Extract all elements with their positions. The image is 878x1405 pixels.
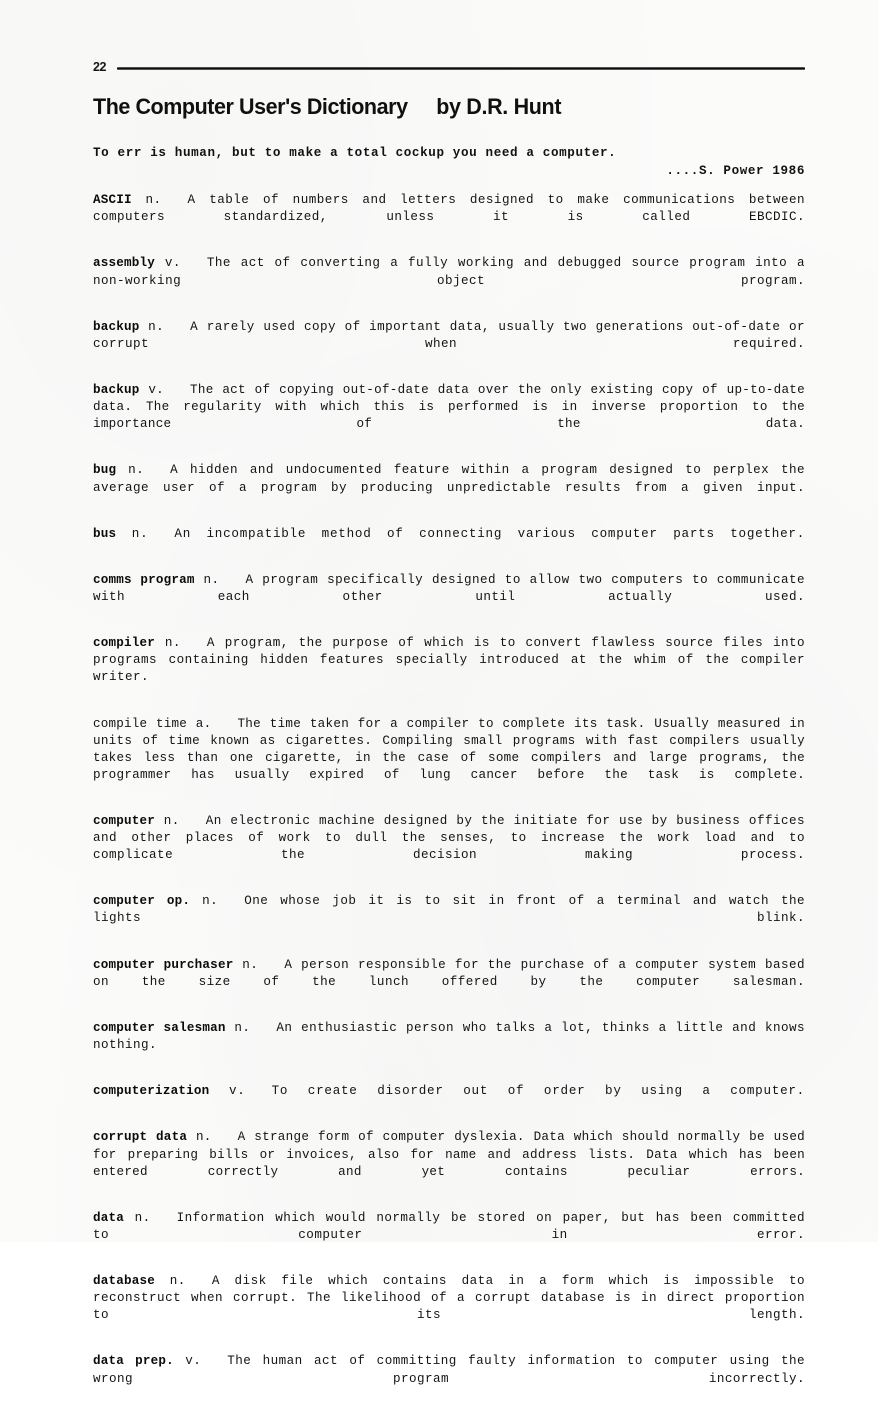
dictionary-entry	[93, 526, 805, 560]
dictionary-entry	[93, 1083, 805, 1117]
entry-headword: corrupt data	[93, 1130, 188, 1145]
entry-headword: computer salesman	[93, 1020, 226, 1035]
entry-part-of-speech: n.	[128, 463, 145, 478]
epigraph-attribution: ....S. Power 1986	[666, 164, 805, 179]
dictionary-entry	[93, 635, 805, 703]
entry-definition: The time taken for a compiler to complete its task. Usually measured in units of time known as cigarettes. Compiling small programs with fast compilers usually takes less than one cigarette, in the case of some compilers and large programs, the programmer has usually expired of lung cancer before the task is complete.	[93, 716, 805, 782]
dictionary-entry	[93, 1210, 805, 1261]
entry-headword: ASCII	[93, 193, 132, 208]
entry-definition: An incompatible method of connecting various computer parts together.	[174, 526, 805, 541]
entry-headword: data prep.	[93, 1354, 174, 1369]
entry-headword: bug	[93, 463, 117, 478]
entry-definition: The human act of committing faulty information to computer using the wrong program incorrectly.	[93, 1354, 806, 1386]
dictionary-entry	[93, 1020, 805, 1071]
entry-definition: A person responsible for the purchase of a computer system based on the size of the lunch offered by the computer salesman.	[93, 957, 805, 989]
entry-part-of-speech: n.	[145, 193, 162, 208]
entry-definition: One whose job it is to sit in front of a terminal and watch the lights blink.	[93, 894, 806, 926]
entry-definition: The act of copying out-of-date data over the only existing copy of up-to-date data. The regularity with which this is performed is in inverse proportion to the importance of the data.	[93, 383, 805, 432]
entry-part-of-speech: n.	[242, 957, 259, 972]
entry-headword: computerization	[93, 1084, 210, 1099]
entry-headword: backup	[93, 319, 140, 334]
article-byline: by D.R. Hunt	[436, 94, 562, 119]
entry-definition: The act of converting a fully working and debugged source program into a non-working object program.	[93, 256, 805, 288]
dictionary-entry	[93, 957, 805, 1008]
entry-definition: A hidden and undocumented feature within a program designed to perplex the average user of a program by producing unpredictable results from a given input.	[93, 463, 805, 495]
entry-headword: compiler	[93, 636, 156, 651]
entry-part-of-speech: a.	[195, 716, 212, 731]
dictionary-entry	[93, 192, 805, 243]
epigraph-text: To err is human, but to make a total cockup you need a computer.	[93, 146, 617, 160]
dictionary-entry-list	[93, 192, 805, 1405]
entry-definition: A rarely used copy of important data, usually two generations out-of-date or corrupt when required.	[93, 319, 805, 351]
entry-part-of-speech: n.	[163, 814, 180, 828]
entry-part-of-speech: n.	[202, 894, 219, 909]
page-number: 22	[93, 60, 107, 75]
entry-headword: comms program	[93, 572, 195, 587]
entry-part-of-speech: n.	[131, 526, 149, 541]
entry-definition: Information which would normally be stored on paper, but has been committed to computer in error.	[93, 1210, 805, 1242]
entry-headword: compile time	[93, 716, 188, 731]
dictionary-entry	[93, 716, 805, 801]
entry-part-of-speech: n.	[195, 1130, 212, 1145]
entry-part-of-speech: v.	[148, 383, 165, 398]
entry-definition: A program specifically designed to allow two computers to communicate with each other until actually used.	[93, 572, 805, 604]
header-rule	[117, 67, 805, 70]
dictionary-entry	[93, 1273, 805, 1341]
entry-definition: An electronic machine designed by the initiate for use by business offices and other places of work to dull the senses, to increase the work load and to complicate the decision making process.	[93, 814, 805, 863]
entry-definition: An enthusiastic person who talks a lot, thinks a little and knows nothing.	[93, 1020, 805, 1053]
dictionary-entry	[93, 255, 805, 306]
dictionary-entry	[93, 1129, 805, 1197]
dictionary-entry	[93, 382, 805, 450]
dictionary-entry	[93, 462, 805, 513]
entry-part-of-speech: n.	[203, 572, 220, 587]
entry-definition: A strange form of computer dyslexia. Data which should normally be used for preparing bills or invoices, also for name and address lists. Data which has been entered correctly and yet contains peculiar errors.	[93, 1130, 806, 1179]
entry-headword: bus	[93, 526, 117, 541]
dictionary-entry	[93, 893, 805, 944]
dictionary-entry	[93, 319, 805, 370]
entry-headword: database	[93, 1274, 156, 1289]
dictionary-entry	[93, 1353, 805, 1404]
entry-definition: A table of numbers and letters designed to make communications between computers standardized, unless it is called EBCDIC.	[93, 193, 805, 225]
entry-definition: A disk file which contains data in a form which is impossible to reconstruct when corrupt. The likelihood of a corrupt database is in direct proportion to its length.	[93, 1274, 805, 1323]
entry-part-of-speech: n.	[134, 1210, 151, 1225]
entry-part-of-speech: n.	[234, 1020, 251, 1035]
entry-headword: computer	[93, 814, 156, 828]
entry-part-of-speech: n.	[164, 636, 181, 651]
entry-headword: computer purchaser	[93, 957, 234, 972]
dictionary-entry	[93, 813, 805, 881]
dictionary-body	[93, 145, 805, 1405]
entry-definition: A program, the purpose of which is to convert flawless source files into programs containing hidden features specially introduced at the whim of the compiler writer.	[93, 636, 805, 685]
article-title-row	[93, 94, 781, 120]
entry-part-of-speech: v.	[164, 256, 181, 271]
entry-headword: computer op.	[93, 894, 191, 909]
entry-part-of-speech: v.	[228, 1084, 246, 1099]
entry-definition: To create disorder out of order by using a computer.	[271, 1084, 805, 1099]
entry-part-of-speech: n.	[148, 319, 165, 334]
page-header	[93, 58, 805, 78]
entry-headword: data	[93, 1210, 125, 1225]
page-title: The Computer User's Dictionary	[93, 94, 408, 119]
entry-part-of-speech: n.	[169, 1274, 186, 1289]
entry-headword: backup	[93, 383, 140, 398]
dictionary-entry	[93, 572, 805, 623]
entry-headword: assembly	[93, 256, 156, 271]
entry-part-of-speech: v.	[185, 1354, 202, 1369]
